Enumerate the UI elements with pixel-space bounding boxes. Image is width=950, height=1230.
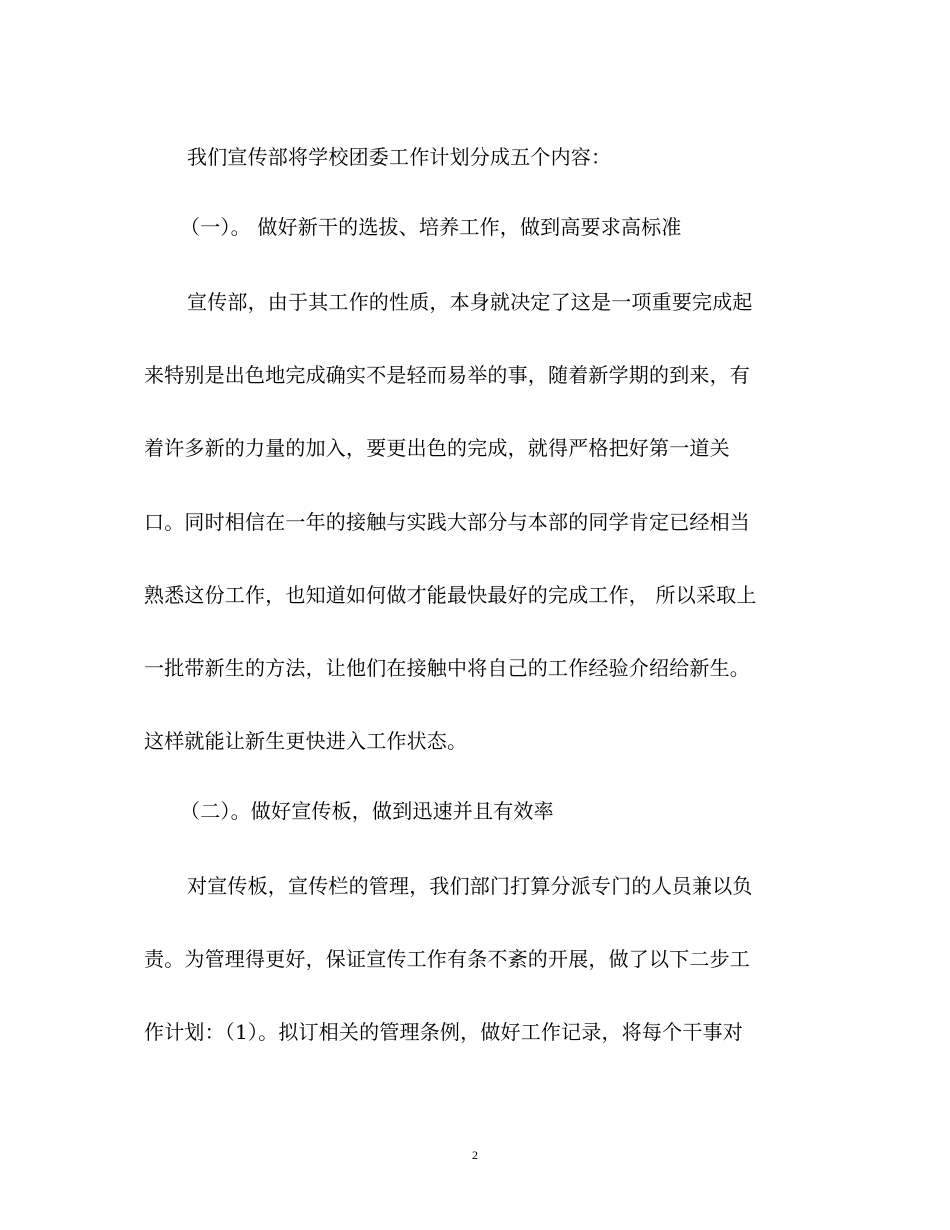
paragraph-line: 作计划：（1）。拟订相关的管理条例，做好工作记录，将每个干事对 bbox=[144, 1020, 743, 1044]
paragraph-line: 责。为管理得更好，保证宣传工作有条不紊的开展，做了以下二步工 bbox=[144, 947, 750, 971]
paragraph-line: 熟悉这份工作，也知道如何做才能最快最好的完成工作， 所以采取上 bbox=[144, 583, 757, 607]
paragraph-line: 着许多新的力量的加入，要更出色的完成，就得严格把好第一道关 bbox=[144, 436, 730, 460]
paragraph-line: 来特别是出色地完成确实不是轻而易举的事，随着新学期的到来，有 bbox=[144, 363, 750, 387]
section-heading-two: （二）。做好宣传板，做到迅速并且有效率 bbox=[180, 799, 554, 823]
page-number: 2 bbox=[472, 1148, 478, 1162]
paragraph-intro: 我们宣传部将学校团委工作计划分成五个内容： bbox=[187, 145, 612, 169]
section-heading-one: （一）。 做好新干的选拔、培养工作，做到高要求高标准 bbox=[180, 215, 682, 239]
paragraph-line: 对宣传板，宣传栏的管理，我们部门打算分派专门的人员兼以负 bbox=[187, 874, 753, 898]
paragraph-line: 一批带新生的方法，让他们在接触中将自己的工作经验介绍给新生。 bbox=[144, 656, 750, 680]
paragraph-line: 宣传部，由于其工作的性质，本身就决定了这是一项重要完成起 bbox=[187, 290, 753, 314]
paragraph-line: 这样就能让新生更快进入工作状态。 bbox=[144, 729, 468, 753]
paragraph-line: 口。同时相信在一年的接触与实践大部分与本部的同学肯定已经相当 bbox=[144, 510, 750, 534]
